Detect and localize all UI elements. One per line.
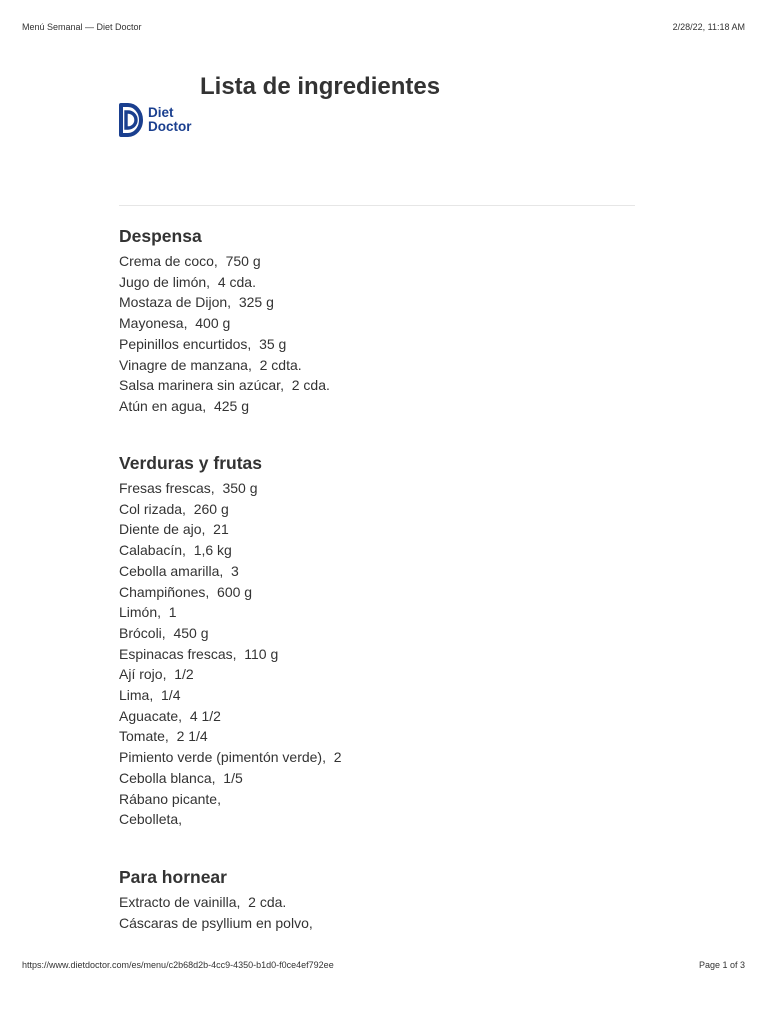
list-item: Tomate, 2 1/4	[119, 728, 208, 745]
page-title: Lista de ingredientes	[200, 73, 441, 100]
list-item: Diente de ajo, 21	[119, 521, 229, 538]
print-footer-page-number: Page 1 of 3	[698, 960, 745, 970]
list-item: Cebolleta,	[119, 811, 183, 828]
section-despensa	[119, 225, 330, 417]
list-item: Jugo de limón, 4 cda.	[119, 273, 256, 290]
list-item: Limón, 1	[119, 604, 177, 621]
list-item: Pimiento verde (pimentón verde), 2	[119, 749, 342, 766]
list-item: Ají rojo, 1/2	[119, 666, 194, 683]
logo-wordmark	[148, 106, 192, 134]
list-item: Pepinillos encurtidos, 35 g	[119, 335, 287, 352]
section-verduras-y-frutas	[119, 452, 342, 830]
print-footer-url: https://www.dietdoctor.com/es/menu/c2b68d2b-4cc9-4350-b1d0-f0ce4ef792ee	[22, 960, 334, 970]
divider	[119, 205, 635, 206]
list-item: Calabacín, 1,6 kg	[119, 542, 232, 559]
list-item: Cáscaras de psyllium en polvo,	[119, 914, 313, 931]
list-item: Mostaza de Dijon, 325 g	[119, 294, 274, 311]
list-item: Col rizada, 260 g	[119, 500, 229, 517]
ingredient-list	[119, 892, 313, 933]
list-item: Rábano picante,	[119, 790, 221, 807]
list-item: Champiñones, 600 g	[119, 583, 253, 600]
section-heading: Verduras y frutas	[119, 453, 262, 473]
logo-line-2: Doctor	[148, 119, 192, 134]
list-item: Crema de coco, 750 g	[119, 253, 261, 269]
list-item: Aguacate, 4 1/2	[119, 707, 221, 724]
print-header-timestamp: 2/28/22, 11:18 AM	[672, 22, 745, 32]
list-item: Atún en agua, 425 g	[119, 397, 249, 414]
section-para-hornear	[119, 866, 313, 933]
list-item: Cebolla amarilla, 3	[119, 562, 239, 579]
list-item: Mayonesa, 400 g	[119, 315, 231, 332]
list-item: Fresas frescas, 350 g	[119, 480, 258, 496]
list-item: Cebolla blanca, 1/5	[119, 769, 243, 786]
logo-line-1: Diet	[148, 105, 174, 120]
list-item: Salsa marinera sin azúcar, 2 cda.	[119, 377, 330, 394]
list-item: Espinacas frescas, 110 g	[119, 645, 279, 662]
list-item: Lima, 1/4	[119, 687, 181, 704]
list-item: Vinagre de manzana, 2 cdta.	[119, 356, 302, 373]
ingredient-list	[119, 251, 330, 417]
print-header-title: Menú Semanal — Diet Doctor	[22, 22, 142, 32]
ingredient-list	[119, 478, 342, 830]
diet-doctor-logo[interactable]	[119, 103, 192, 137]
section-heading: Para hornear	[119, 867, 227, 887]
list-item: Extracto de vainilla, 2 cda.	[119, 894, 287, 910]
section-heading: Despensa	[119, 226, 202, 246]
diet-doctor-logo-icon	[119, 103, 143, 137]
list-item: Brócoli, 450 g	[119, 624, 209, 641]
